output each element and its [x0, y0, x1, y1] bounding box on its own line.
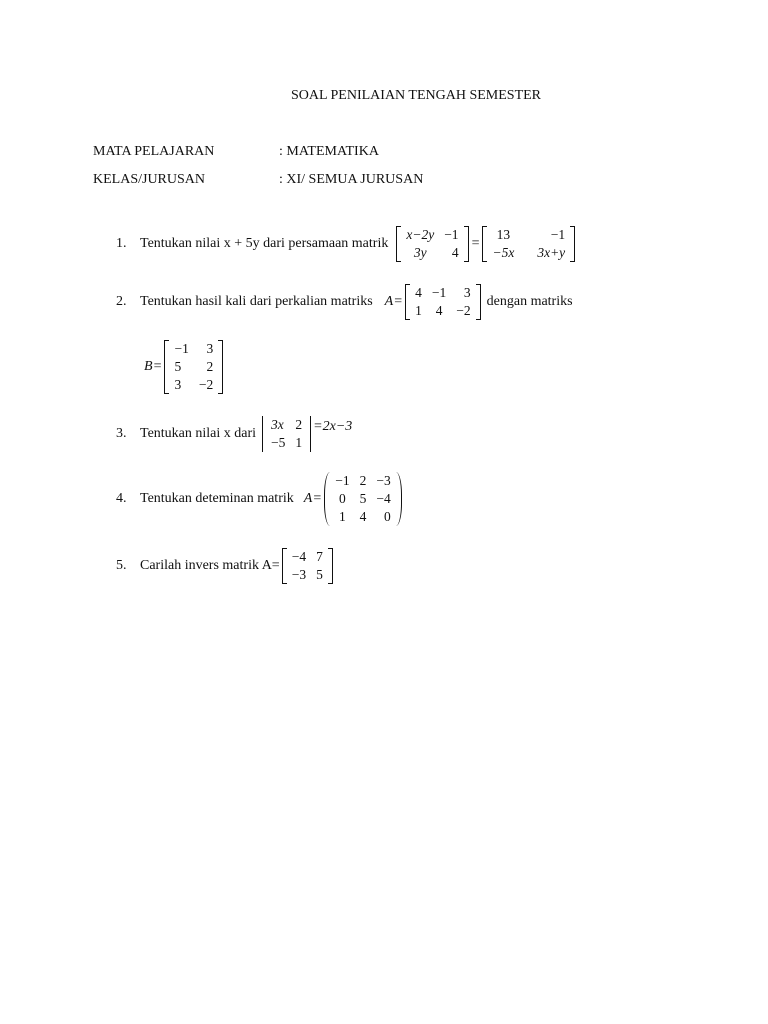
matrix-cell: 5 — [316, 567, 323, 582]
matrix-cell: −1 — [444, 227, 459, 242]
matrix-cell: −4 — [376, 491, 391, 506]
matrix-cell: −5 — [271, 435, 286, 450]
matrix-cell: 3 — [206, 341, 214, 356]
matrix-q5-a — [282, 548, 333, 584]
matrix-cell: 3 — [463, 285, 471, 300]
info-subject-label: MATA PELAJARAN — [93, 144, 215, 159]
question-number: 4. — [116, 491, 127, 506]
matrix-cell: 5 — [359, 491, 367, 506]
determinant-q3 — [262, 416, 311, 452]
matrix-cell: −3 — [376, 473, 391, 488]
question-text: Tentukan nilai x + 5y dari persamaan matrik — [140, 236, 389, 251]
matrix-cell: 7 — [316, 549, 323, 564]
matrix-cell: −1 — [550, 227, 566, 242]
question-text: Tentukan hasil kali dari perkalian matriks — [140, 294, 373, 309]
matrix-cell: 1 — [339, 509, 346, 524]
matrix-cell: 3x — [271, 417, 284, 432]
question-1 — [116, 226, 577, 262]
matrix-cell: −1 — [431, 285, 447, 300]
info-subject-value: : MATEMATIKA — [279, 144, 379, 159]
equals-sign: = — [394, 294, 403, 309]
question-5 — [116, 548, 335, 584]
equals-sign: = — [153, 359, 162, 374]
matrix-cell: 3y — [413, 245, 427, 260]
matrix-cell: 5 — [174, 359, 182, 374]
matrix-label-a: A — [384, 294, 394, 309]
question-text: Tentukan nilai x dari — [140, 426, 257, 441]
matrix-cell: 0 — [339, 491, 346, 506]
question-number: 5. — [116, 558, 127, 573]
info-class-value: : XI/ SEMUA JURUSAN — [279, 172, 424, 187]
matrix-cell: 2 — [359, 473, 367, 488]
question-number: 1. — [116, 236, 127, 251]
question-number: 3. — [116, 426, 127, 441]
matrix-cell: 1 — [295, 435, 303, 450]
question-text-after: dengan matriks — [486, 294, 573, 309]
question-4 — [116, 472, 404, 526]
matrix-cell: 3 — [174, 377, 182, 392]
info-class — [93, 172, 423, 188]
matrix-q1-left — [396, 226, 468, 262]
matrix-cell: −2 — [198, 377, 214, 392]
equals-sign: = — [313, 491, 322, 506]
matrix-cell: x−2y — [406, 227, 435, 242]
matrix-cell: 2 — [206, 359, 214, 374]
matrix-label-b: B — [144, 359, 153, 374]
matrix-q2-b — [164, 340, 223, 394]
matrix-cell: −4 — [291, 549, 307, 564]
matrix-cell: 13 — [496, 227, 511, 242]
matrix-cell: 4 — [451, 245, 459, 260]
question-2 — [116, 284, 573, 320]
matrix-label-a: A — [303, 491, 313, 506]
question-text: Carilah invers matrik A= — [140, 558, 280, 573]
matrix-cell: −3 — [291, 567, 307, 582]
matrix-b-block — [144, 340, 225, 394]
matrix-cell: −2 — [456, 303, 471, 318]
matrix-cell: 3x+y — [537, 245, 566, 260]
matrix-q2-a — [405, 284, 481, 320]
question-number: 2. — [116, 294, 127, 309]
info-class-label: KELAS/JURUSAN — [93, 172, 206, 187]
question-3 — [116, 416, 352, 452]
page-title: SOAL PENILAIAN TENGAH SEMESTER — [290, 88, 542, 103]
matrix-cell: 1 — [415, 303, 422, 318]
info-subject — [93, 144, 379, 160]
equation-rhs: =2x−3 — [313, 419, 353, 434]
matrix-cell: 4 — [415, 285, 422, 300]
matrix-cell: −1 — [174, 341, 189, 356]
matrix-cell: −1 — [335, 473, 350, 488]
matrix-cell: −5x — [492, 245, 515, 260]
equals-sign: = — [471, 236, 480, 251]
matrix-q4-a — [324, 472, 402, 526]
question-text: Tentukan deteminan matrik — [140, 491, 294, 506]
matrix-cell: 4 — [359, 509, 367, 524]
matrix-cell: 2 — [295, 417, 303, 432]
matrix-cell: 4 — [435, 303, 443, 318]
matrix-cell: 0 — [383, 509, 391, 524]
matrix-q1-right — [482, 226, 575, 262]
